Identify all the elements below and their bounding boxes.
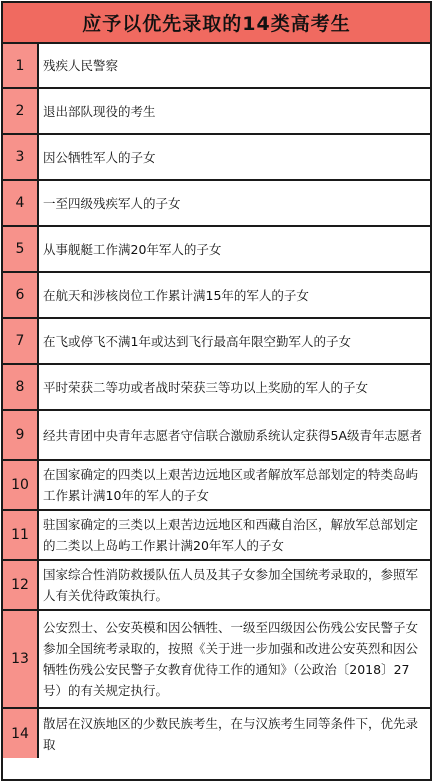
row-text: 残疾人民警察 (43, 58, 119, 73)
row-text: 因公牺牲军人的子女 (43, 149, 156, 165)
row-text: 从事舰艇工作满20年军人的子女 (43, 241, 222, 257)
table-row (3, 227, 430, 273)
row-number: 3 (3, 135, 39, 179)
table-row (3, 44, 430, 89)
row-number: 10 (3, 461, 39, 509)
row-text: 国家综合性消防救援队伍人员及其子女参加全国统考录取的，参照军人有关优待政策执行。 (43, 567, 419, 603)
table-row (3, 461, 430, 511)
row-number: 1 (3, 44, 39, 87)
row-text: 一至四级残疾军人的子女 (43, 195, 181, 211)
row-text: 散居在汉族地区的少数民族考生，在与汉族考生同等条件下，优先录取 (43, 715, 419, 752)
row-number: 2 (3, 89, 39, 133)
row-text: 平时荣获二等功或者战时荣获三等功以上奖励的军人的子女 (43, 379, 369, 395)
row-number: 13 (3, 611, 39, 707)
row-text: 驻国家确定的三类以上艰苦边远地区和西藏自治区，解放军总部划定的二类以上岛屿工作累计满20年军人的子女 (43, 517, 419, 553)
table-row (3, 365, 430, 411)
row-number: 9 (3, 411, 39, 459)
row-number: 12 (3, 561, 39, 609)
row-number: 14 (3, 709, 39, 758)
row-number: 5 (3, 227, 39, 271)
priority-admission-table (1, 1, 432, 781)
row-text: 在航天和涉核岗位工作累计满15年的军人的子女 (43, 287, 309, 303)
row-number: 4 (3, 181, 39, 225)
row-text: 在飞或停飞不满1年或达到飞行最高年限空勤军人的子女 (43, 333, 351, 349)
table-row (3, 135, 430, 181)
table-row (3, 273, 430, 319)
row-text: 退出部队现役的考生 (43, 103, 156, 119)
table-row (3, 181, 430, 227)
row-number: 6 (3, 273, 39, 317)
row-text: 在国家确定的四类以上艰苦边远地区或者解放军总部划定的特类岛屿工作累计满10年的军人的子女 (43, 467, 419, 503)
table-row (3, 709, 430, 758)
table-row (3, 561, 430, 611)
row-text: 公安烈士、公安英模和因公牺牲、一级至四级因公伤残公安民警子女参加全国统考录取的，按照《关于进一步加强和改进公安英烈和因公牺牲伤残公安民警子女教育优待工作的通知》（公政治〔2018〕27号）的有关规定执行。 (43, 620, 419, 698)
row-number: 7 (3, 319, 39, 363)
row-number: 8 (3, 365, 39, 409)
row-number: 11 (3, 511, 39, 559)
table-row (3, 319, 430, 365)
table-row (3, 89, 430, 135)
table-title: 应予以优先录取的14类高考生 (3, 3, 430, 44)
table-row (3, 511, 430, 561)
table-row (3, 411, 430, 461)
table-row (3, 611, 430, 709)
row-text: 经共青团中央青年志愿者守信联合激励系统认定获得5A级青年志愿者 (43, 427, 423, 443)
